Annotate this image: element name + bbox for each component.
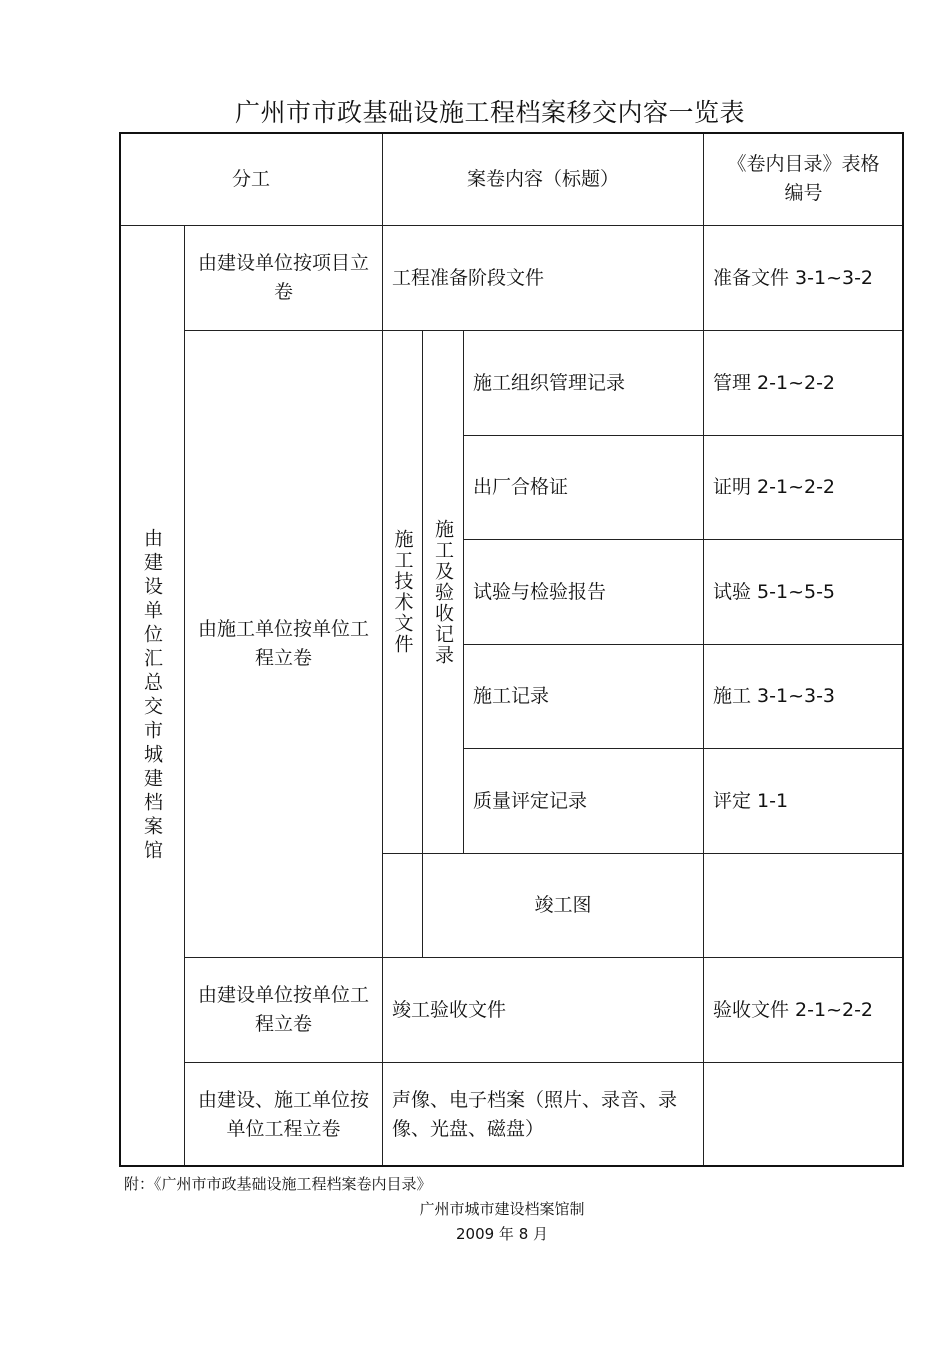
- tech-item-form: 管理 2-1~2-2: [703, 330, 904, 436]
- tech-item-content: 施工组织管理记录: [463, 330, 704, 436]
- row1-content: 工程准备阶段文件: [382, 225, 704, 331]
- row2-division: 由施工单位按单位工程立卷: [184, 330, 383, 958]
- row4-content: 声像、电子档案（照片、录音、录像、光盘、磁盘）: [382, 1062, 704, 1167]
- row4-form: [703, 1062, 904, 1167]
- tech-docs-label: [382, 330, 423, 854]
- tech-item-content: 施工记录: [463, 644, 704, 749]
- empty-cell: [382, 853, 423, 958]
- completion-drawing: 竣工图: [422, 853, 704, 958]
- header-form-number: 《卷内目录》表格编号: [703, 132, 904, 226]
- row3-content: 竣工验收文件: [382, 957, 704, 1063]
- page-title: 广州市市政基础设施工程档案移交内容一览表: [234, 98, 745, 127]
- issuer: 广州市城市建设档案馆制: [419, 1200, 585, 1218]
- row1-form: 准备文件 3-1~3-2: [703, 225, 904, 331]
- row4-division: 由建设、施工单位按单位工程立卷: [184, 1062, 383, 1167]
- left-column: [119, 225, 185, 1167]
- tech-docs-label-text: 施工技术文件: [391, 529, 414, 655]
- tech-item-form: 施工 3-1~3-3: [703, 644, 904, 749]
- row3-form: 验收文件 2-1~2-2: [703, 957, 904, 1063]
- header-division: 分工: [119, 132, 383, 226]
- appendix-note: 附：《广州市市政基础设施工程档案卷内目录》: [124, 1175, 432, 1193]
- completion-drawing-form: [703, 853, 904, 958]
- row3-division: 由建设单位按单位工程立卷: [184, 957, 383, 1063]
- acceptance-label-text: 施工及验收记录: [432, 518, 454, 666]
- tech-item-form: 试验 5-1~5-5: [703, 539, 904, 645]
- row1-division: 由建设单位按项目立卷: [184, 225, 383, 331]
- tech-item-content: 试验与检验报告: [463, 539, 704, 645]
- issue-date: 2009 年 8 月: [455, 1225, 549, 1243]
- tech-item-form: 证明 2-1~2-2: [703, 435, 904, 540]
- tech-item-form: 评定 1-1: [703, 748, 904, 854]
- tech-item-content: 质量评定记录: [463, 748, 704, 854]
- header-content: 案卷内容（标题）: [382, 132, 704, 226]
- tech-item-content: 出厂合格证: [463, 435, 704, 540]
- left-column-text: 由建设单位汇总交市城建档案馆: [141, 528, 163, 864]
- acceptance-label: [422, 330, 464, 854]
